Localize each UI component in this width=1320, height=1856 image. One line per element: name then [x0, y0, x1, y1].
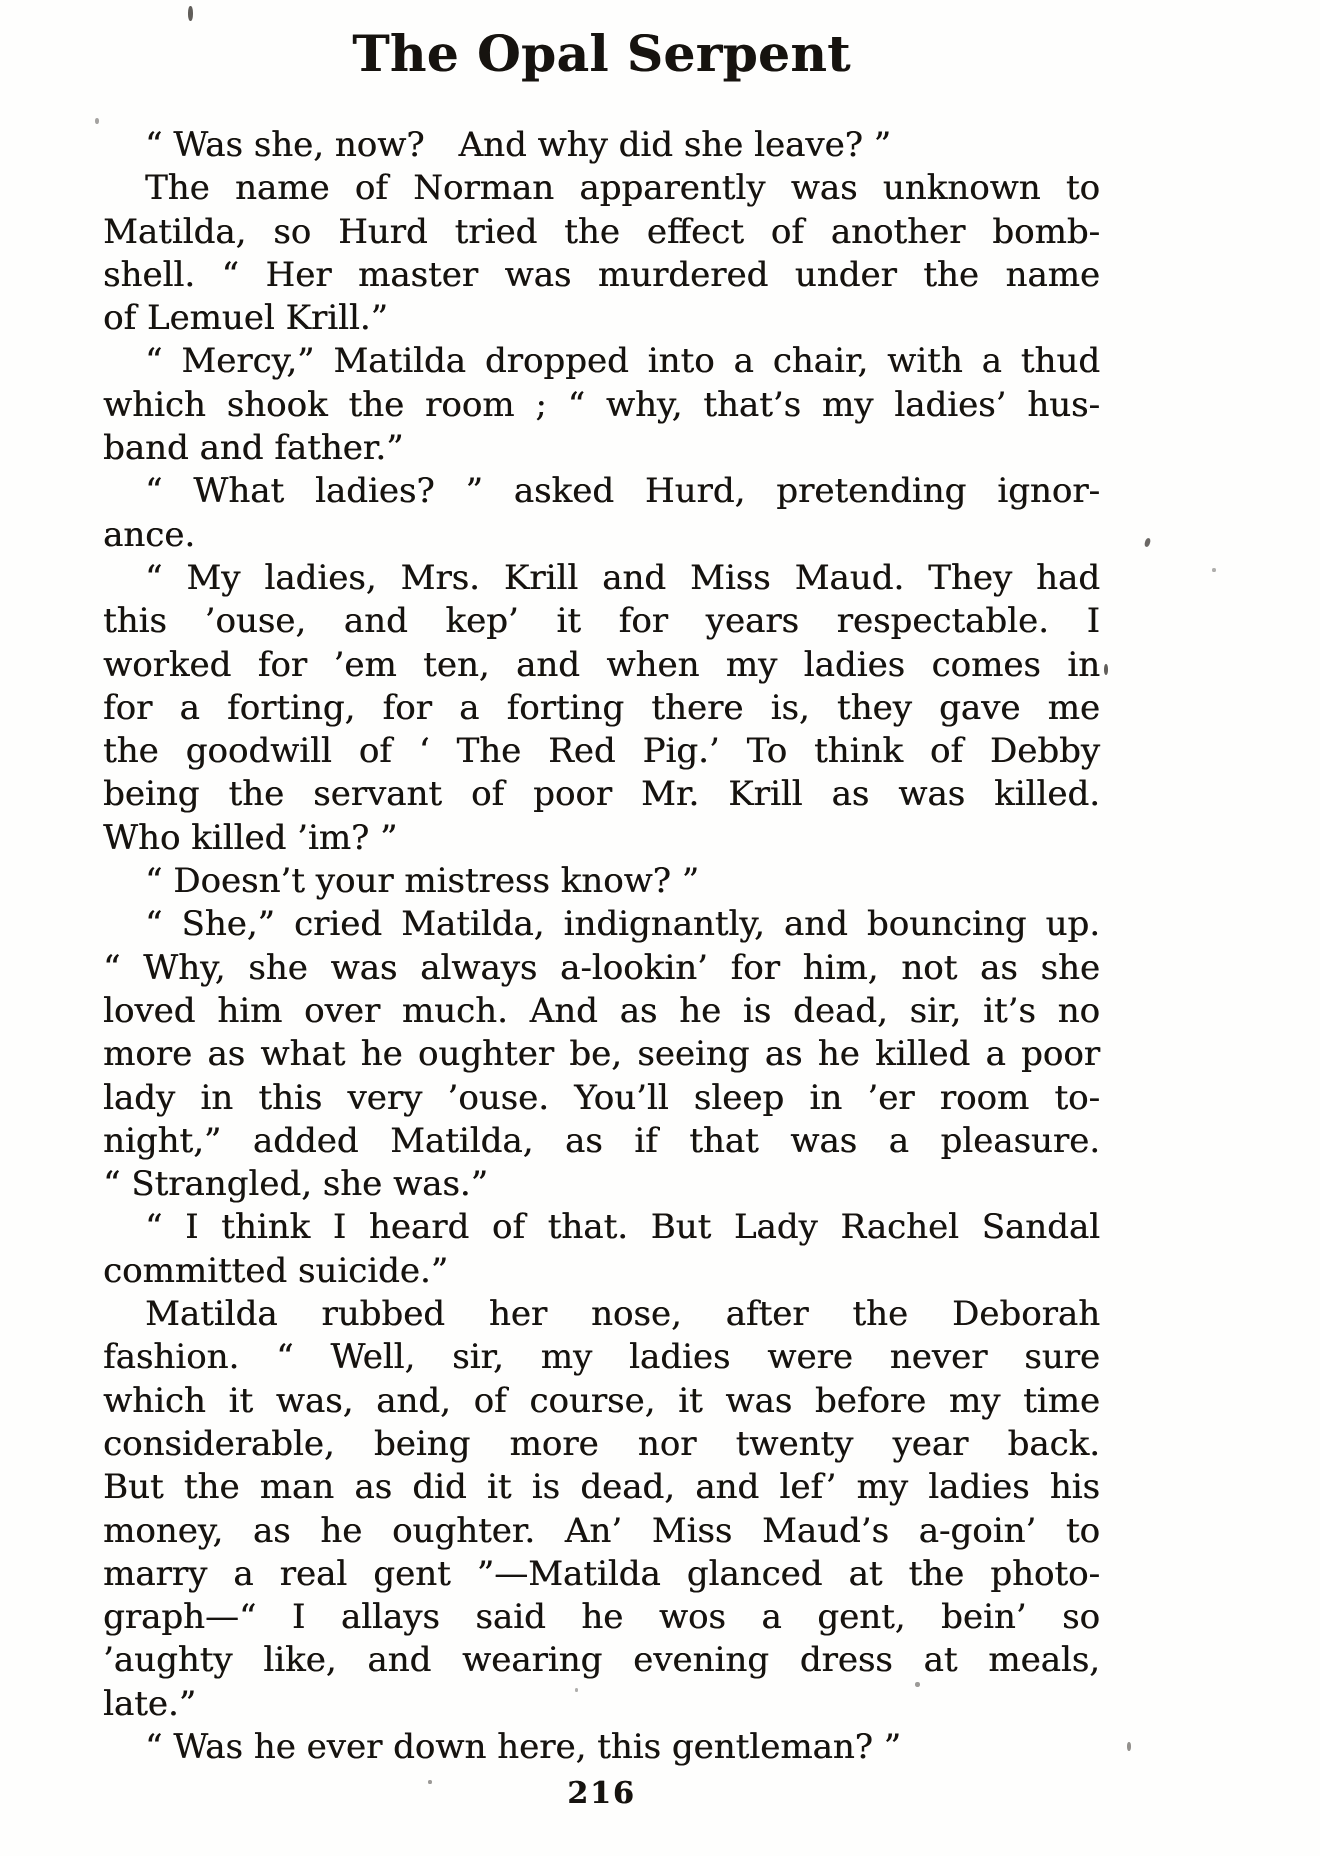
- text-line: “ Was she, now? And why did she leave? ”: [145, 125, 892, 165]
- text-line: “ What ladies? ” asked Hurd, pretending ignor-: [145, 471, 1100, 512]
- page-title: The Opal Serpent: [352, 24, 851, 83]
- text-line: late.”: [103, 1683, 197, 1724]
- text-line: “ Doesn’t your mistress know? ”: [145, 861, 700, 902]
- text-line: which shook the room ; “ why, that’s my ladies’ hus-: [103, 384, 1100, 425]
- text-line: money, as he oughter. An’ Miss Maud’s a-goin’ to: [103, 1510, 1100, 1551]
- scan-artifact: [95, 118, 99, 124]
- text-line: fashion. “ Well, sir, my ladies were never sure: [103, 1337, 1100, 1378]
- text-line: more as what he oughter be, seeing as he killed a poor: [103, 1034, 1100, 1075]
- scan-artifact: [1144, 537, 1152, 547]
- text-line: for a forting, for a forting there is, they gave me: [103, 687, 1100, 728]
- text-line: night,” added Matilda, as if that was a pleasure.: [103, 1120, 1100, 1161]
- text-line: Matilda, so Hurd tried the effect of another bomb-: [103, 211, 1100, 252]
- text-line: “ Was he ever down here, this gentleman? ”: [145, 1726, 902, 1767]
- text-line: graph—“ I allays said he wos a gent, bein’ so: [103, 1597, 1100, 1638]
- text-line: “ Strangled, she was.”: [103, 1164, 488, 1205]
- scan-artifact: [915, 1682, 920, 1687]
- text-line: considerable, being more nor twenty year back.: [103, 1423, 1100, 1464]
- scan-artifact: [1127, 1742, 1131, 1751]
- text-line: “ I think I heard of that. But Lady Rachel Sandal: [145, 1207, 1100, 1248]
- page-body: [103, 124, 1100, 1769]
- text-line: marry a real gent ”—Matilda glanced at the photo-: [103, 1553, 1100, 1594]
- text-line: which it was, and, of course, it was before my time: [103, 1380, 1100, 1421]
- text-line: the goodwill of ‘ The Red Pig.’ To think of Debby: [103, 731, 1100, 772]
- scan-artifact: [1104, 664, 1108, 675]
- text-line: “ Mercy,” Matilda dropped into a chair, with a thud: [145, 341, 1100, 382]
- text-line: ance.: [103, 514, 196, 555]
- text-line: The name of Norman apparently was unknown to: [145, 168, 1100, 209]
- text-line: worked for ’em ten, and when my ladies comes in: [103, 644, 1100, 685]
- text-line: ’aughty like, and wearing evening dress at meals,: [103, 1640, 1100, 1681]
- text-line: band and father.”: [103, 428, 404, 469]
- scan-artifact: [1212, 568, 1216, 572]
- text-line: lady in this very ’ouse. You’ll sleep in ’er room to-: [103, 1077, 1100, 1118]
- page-number: 216: [567, 1776, 636, 1811]
- text-line: of Lemuel Krill.”: [103, 298, 388, 339]
- text-line: this ’ouse, and kep’ it for years respectable. I: [103, 601, 1100, 642]
- text-line: shell. “ Her master was murdered under the name: [103, 254, 1100, 295]
- text-line: loved him over much. And as he is dead, sir, it’s no: [103, 990, 1100, 1031]
- text-line: Who killed ’im? ”: [103, 817, 398, 858]
- scan-artifact: [188, 6, 193, 21]
- scan-artifact: [428, 1780, 432, 1784]
- text-line: committed suicide.”: [103, 1250, 449, 1291]
- text-line: But the man as did it is dead, and lef’ my ladies his: [103, 1467, 1100, 1508]
- text-line: “ Why, she was always a-lookin’ for him, not as she: [103, 947, 1100, 988]
- text-line: “ My ladies, Mrs. Krill and Miss Maud. They had: [145, 557, 1100, 598]
- text-line: Matilda rubbed her nose, after the Deborah: [145, 1294, 1100, 1335]
- scan-artifact: [575, 1688, 578, 1692]
- text-line: being the servant of poor Mr. Krill as was killed.: [103, 774, 1100, 815]
- text-line: “ She,” cried Matilda, indignantly, and bouncing up.: [145, 904, 1100, 945]
